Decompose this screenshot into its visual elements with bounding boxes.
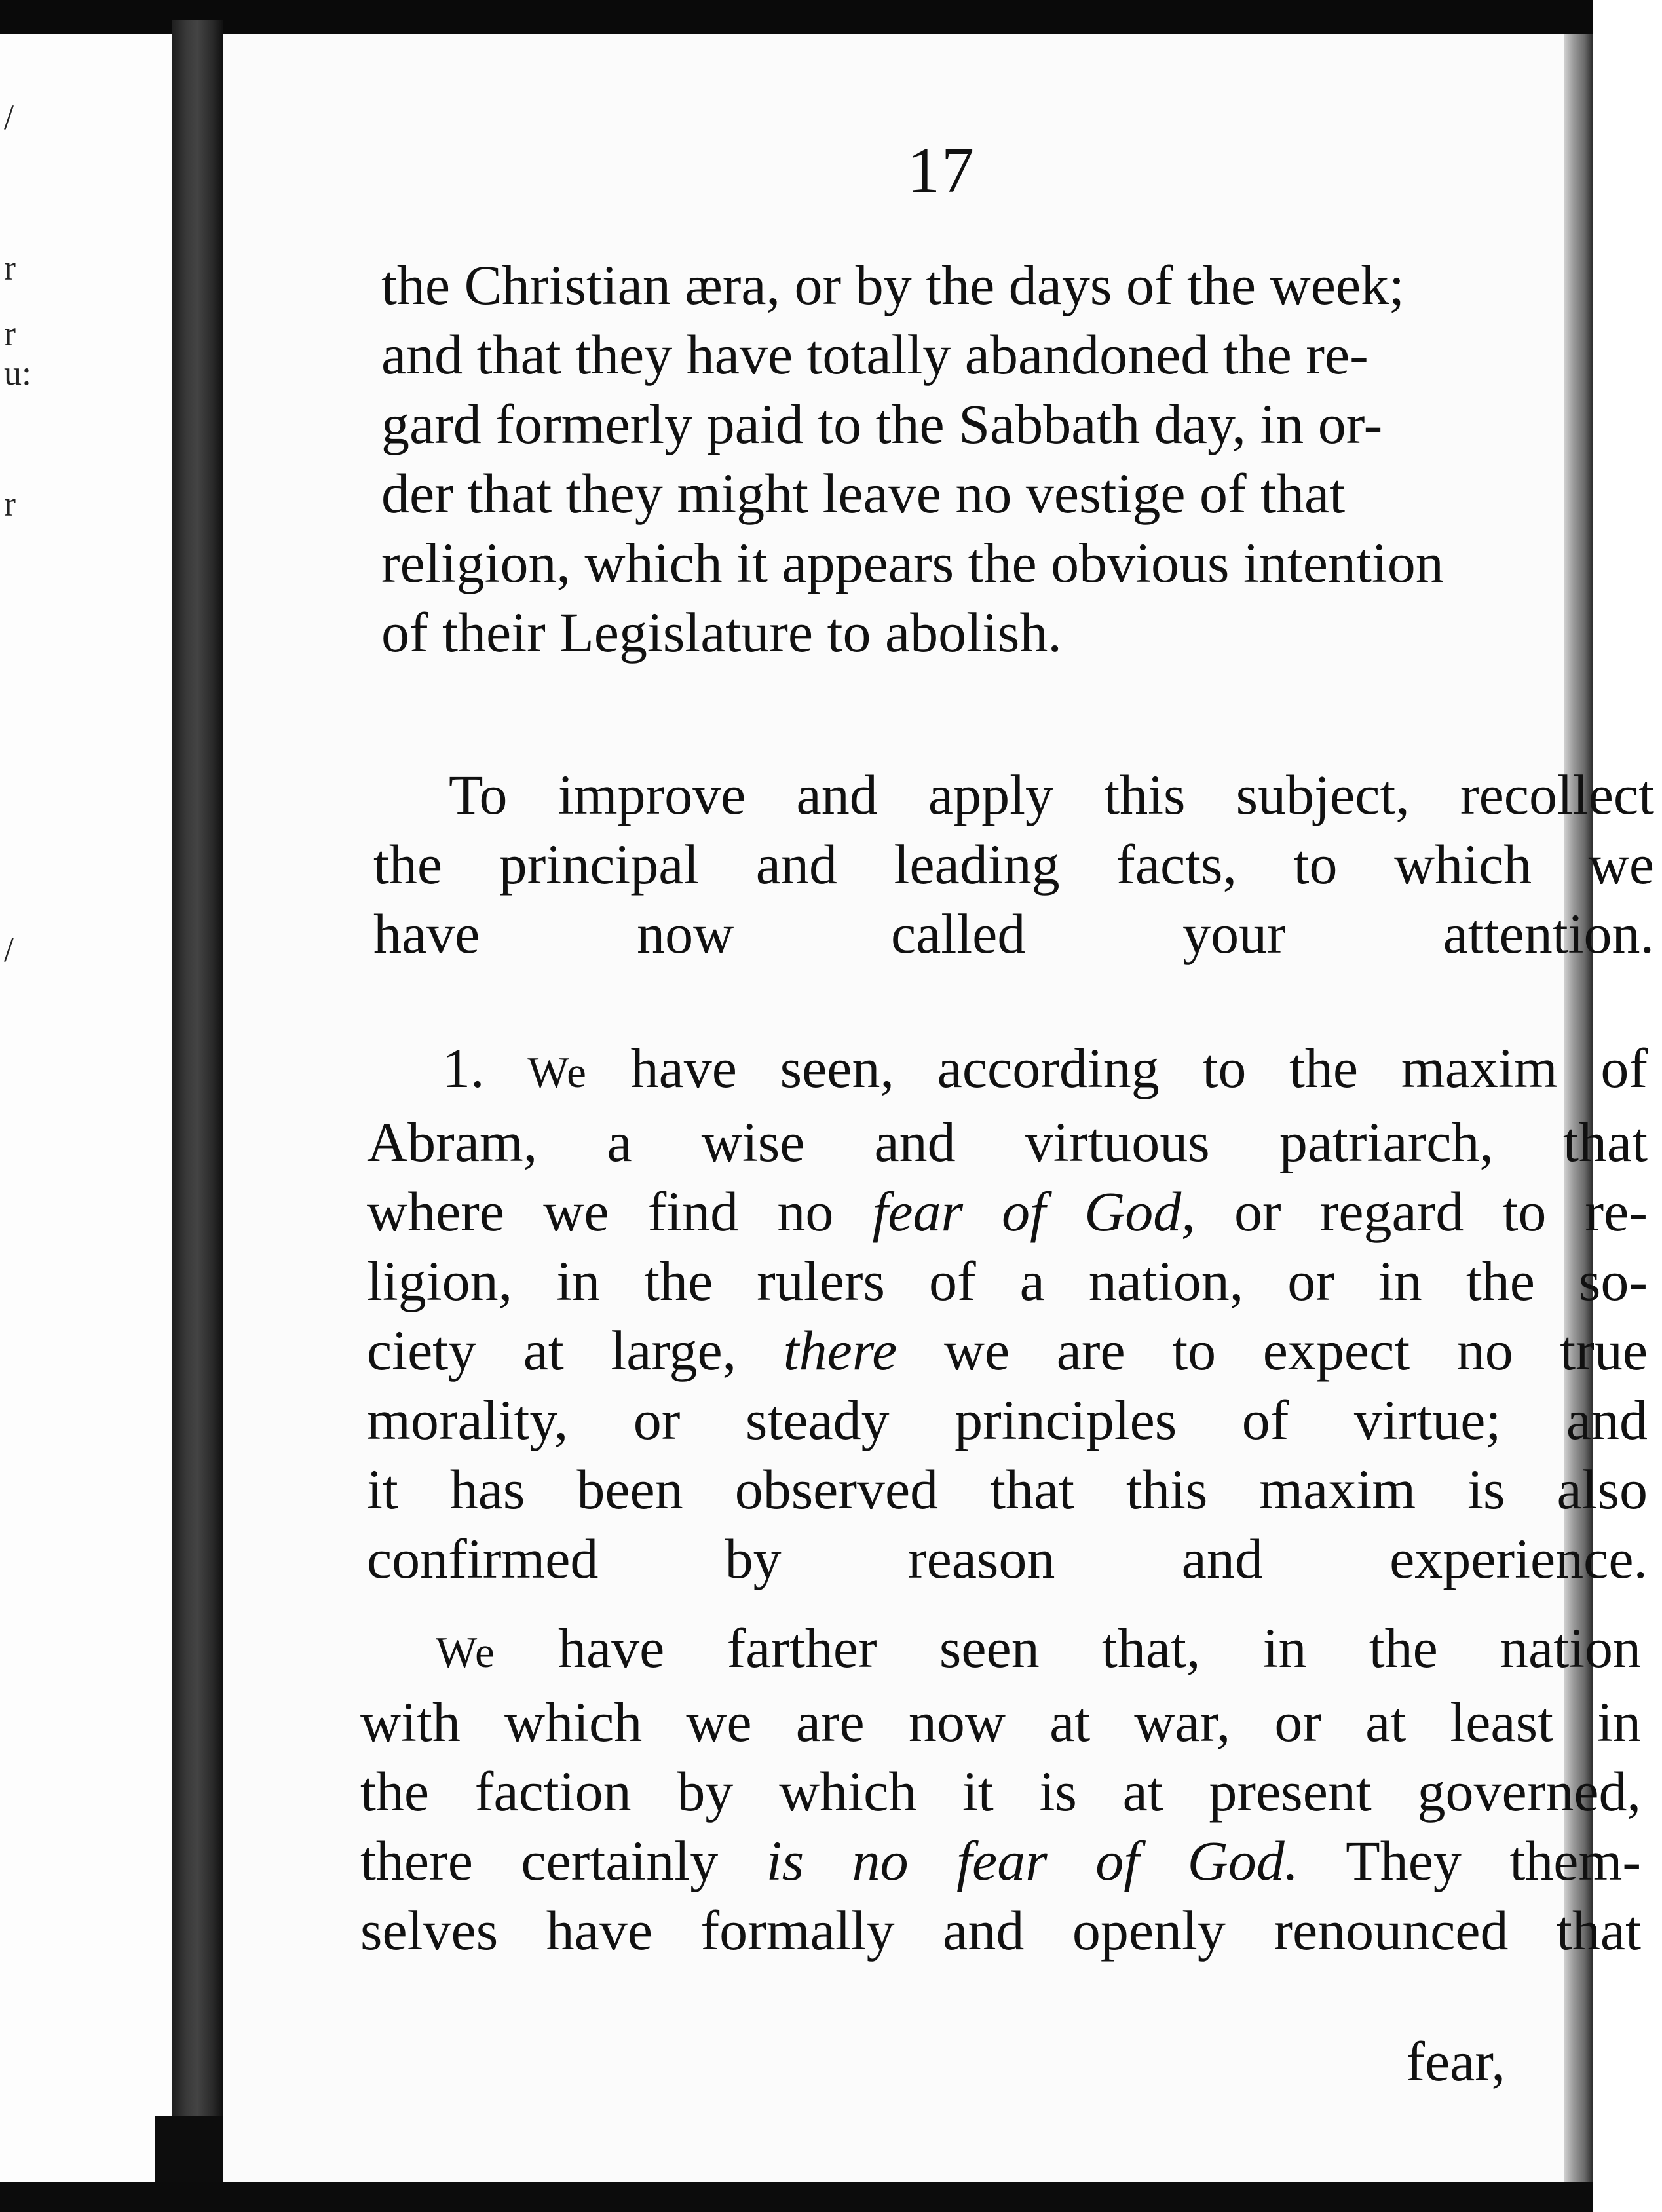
fragment: / [4, 930, 14, 969]
text-line: To improve and apply this subject, recollect [449, 763, 1654, 826]
line-text: or regard to re- [1195, 1180, 1648, 1243]
fragment: u: [4, 353, 32, 392]
italic-phrase: is no fear of God. [766, 1829, 1299, 1892]
text-line: the faction by which it is at present governed, [360, 1760, 1641, 1823]
text-line: der that they might leave no vestige of that [381, 462, 1346, 525]
text-line: Abram, a wise and virtuous patriarch, that [367, 1111, 1648, 1173]
text-line: the principal and leading facts, to which we [373, 833, 1654, 896]
text-line [367, 1177, 1648, 1246]
paragraph-3 [367, 1033, 1648, 1593]
scan-top-border [0, 0, 1593, 34]
text-line: and that they have totally abandoned the re- [381, 323, 1369, 386]
page-number: 17 [907, 134, 975, 206]
text-line [360, 1826, 1641, 1896]
text-line: the Christian æra, or by the days of the week; [381, 254, 1405, 316]
fragment: r [4, 248, 16, 288]
line-text: where we find no [367, 1180, 873, 1243]
line-text: ciety at large, [367, 1319, 784, 1382]
line-text: we are to expect no true [897, 1319, 1648, 1382]
text-line: gard formerly paid to the Sabbath day, in or- [381, 392, 1383, 455]
line-text: have farther seen that, in the nation [495, 1616, 1641, 1679]
text-line: ligion, in the rulers of a nation, or in the so- [367, 1249, 1648, 1312]
line-text: there certainly [360, 1829, 766, 1892]
text-line: of their Legislature to abolish. [381, 601, 1062, 664]
text-line: with which we are now at war, or at least in [360, 1690, 1641, 1753]
text-line: religion, which it appears the obvious intention [381, 531, 1444, 594]
text-line: confirmed by reason and experience. [367, 1527, 1648, 1590]
text-line: selves have formally and openly renounced that [360, 1899, 1641, 1962]
paragraph-4 [360, 1613, 1641, 1965]
text-line [360, 1613, 1641, 1687]
italic-phrase: there [783, 1319, 897, 1382]
small-caps-word: We [436, 1628, 496, 1677]
italic-phrase: fear of God, [872, 1180, 1196, 1243]
text-line: morality, or steady principles of virtue; and [367, 1388, 1648, 1451]
catchword: fear, [1406, 2030, 1505, 2093]
fragment: r [4, 314, 16, 353]
list-number: 1. [442, 1037, 485, 1099]
book-gutter-shadow [172, 20, 223, 2123]
fragment: / [4, 98, 14, 137]
line-text: have seen, according to the maxim of [587, 1037, 1648, 1099]
facing-page-edge [0, 34, 172, 2212]
paragraph-1 [381, 250, 1662, 667]
text-line [367, 1316, 1648, 1385]
small-caps-word: We [527, 1048, 588, 1097]
scan-bottom-border [0, 2182, 1593, 2212]
facing-page-fragments [0, 34, 32, 2212]
text-line: have now called your attention. [373, 902, 1654, 965]
line-text: They them- [1298, 1829, 1641, 1892]
fragment: r [4, 484, 16, 524]
text-line: it has been observed that this maxim is also [367, 1458, 1648, 1521]
paragraph-2 [373, 760, 1654, 968]
text-line [367, 1033, 1648, 1107]
book-page [223, 34, 1654, 2182]
